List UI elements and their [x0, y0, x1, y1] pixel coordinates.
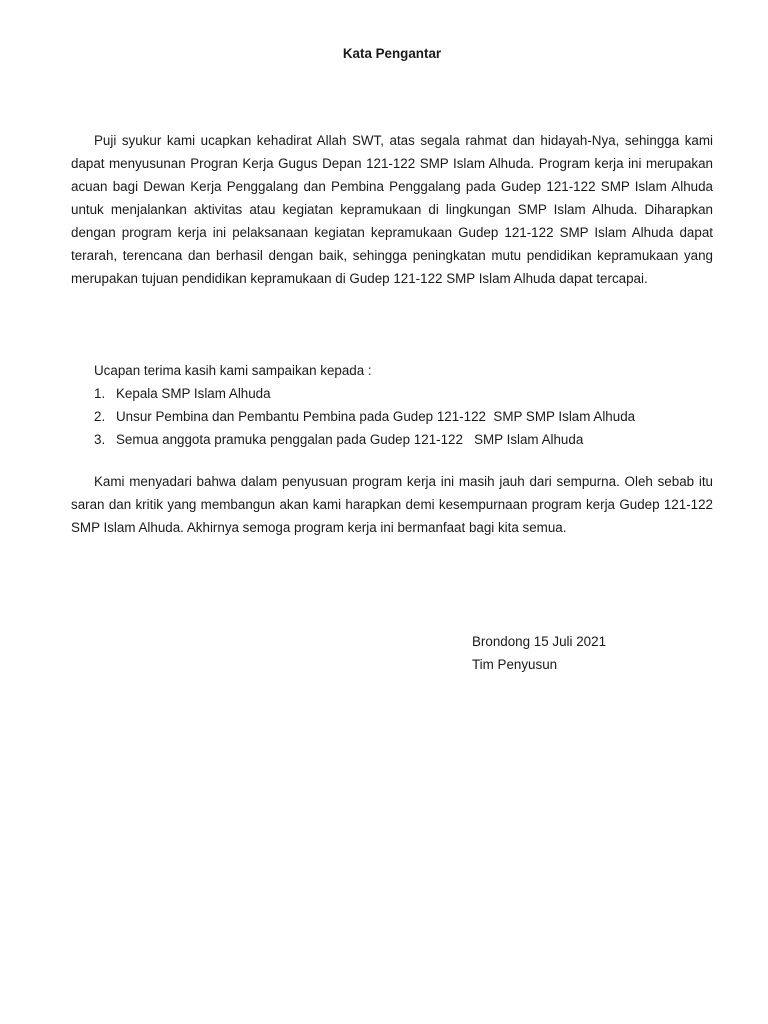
document-title: Kata Pengantar — [342, 46, 442, 61]
list-item-number: 2. — [94, 409, 106, 424]
thanks-intro: Ucapan terima kasih kami sampaikan kepada : — [94, 363, 372, 378]
opening-paragraph: Puji syukur kami ucapkan kehadirat Allah SWT, atas segala rahmat dan hidayah-Nya, sehingga kami dapat menyusunan Progran Kerja Gugus Depan 121-122 SMP Islam Alhuda. Program kerja ini merupakan acuan bagi Dewan Kerja Penggalang dan Pembina Penggalang pada Gudep 121-122 SMP Islam Alhuda untuk menjalankan aktivitas atau kegiatan kepramukaan di lingkungan SMP Islam Alhuda. Diharapkan dengan program kerja ini pelaksanaan kegiatan kepramukaan Gudep 121-122 SMP Islam Alhuda dapat terarah, terencana dan berhasil dengan baik, sehingga peningkatan mutu pendidikan kepramukaan yang merupakan tujuan pendidikan kepramukaan di Gudep 121-122 SMP Islam Alhuda dapat tercapai. — [71, 133, 713, 286]
place-date: Brondong 15 Juli 2021 — [472, 634, 607, 649]
list-item-number: 3. — [94, 432, 106, 447]
list-item-text: Unsur Pembina dan Pembantu Pembina pada Gudep 121-122 SMP SMP Islam Alhuda — [116, 409, 636, 424]
list-item — [94, 405, 635, 428]
thanks-list — [94, 382, 635, 451]
list-item-text: Semua anggota pramuka penggalan pada Gudep 121-122 SMP Islam Alhuda — [116, 432, 584, 447]
closing-paragraph: Kami menyadari bahwa dalam penyusuan program kerja ini masih jauh dari sempurna. Oleh sebab itu saran dan kritik yang membangun akan kami harapkan demi kesempurnaan program kerja Gudep 121-122 SMP Islam Alhuda. Akhirnya semoga program kerja ini bermanfaat bagi kita semua. — [71, 474, 713, 535]
list-item-text: Kepala SMP Islam Alhuda — [116, 386, 271, 401]
list-item-number: 1. — [94, 386, 106, 401]
signature-block — [472, 630, 606, 676]
list-item — [94, 382, 635, 405]
signatory: Tim Penyusun — [472, 657, 558, 672]
list-item — [94, 428, 635, 451]
